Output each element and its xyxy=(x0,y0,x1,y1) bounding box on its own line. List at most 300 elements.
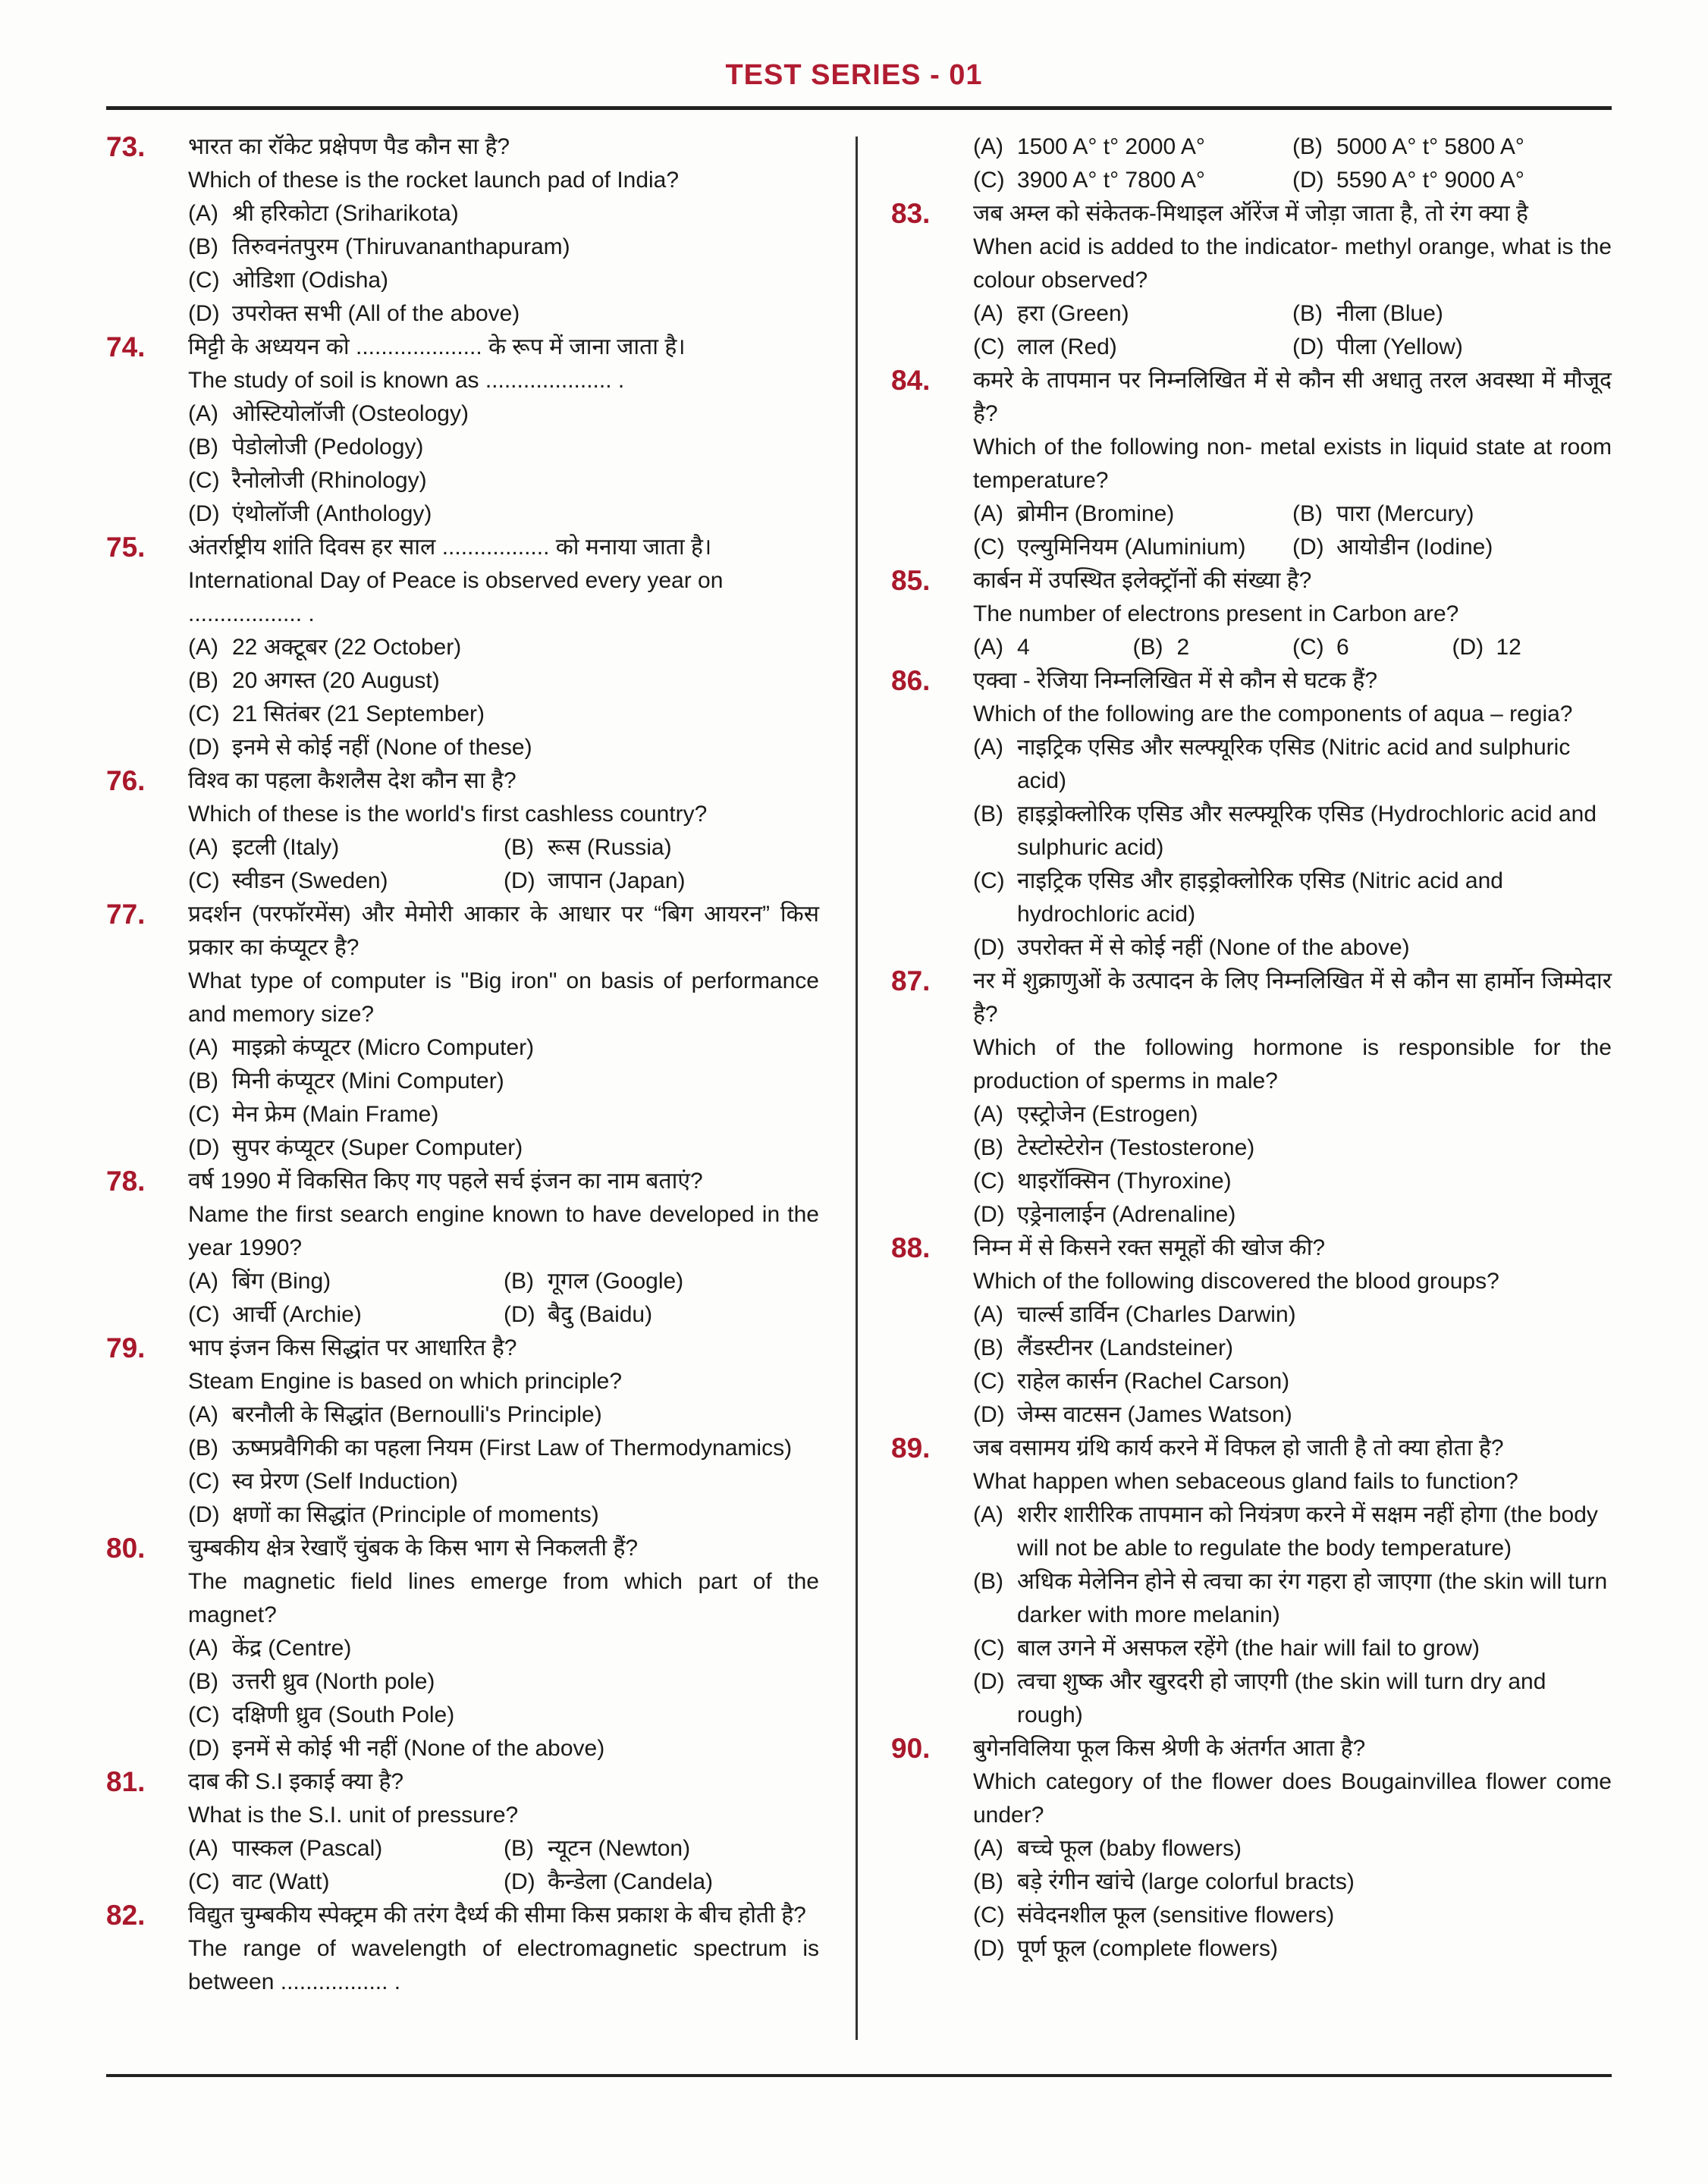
answer-option xyxy=(188,664,819,698)
options-list xyxy=(188,1031,819,1165)
option-text: मिनी कंप्यूटर (Mini Computer) xyxy=(232,1068,504,1094)
answer-option xyxy=(973,798,1612,864)
option-text: एल्युमिनियम (Aluminium) xyxy=(1017,535,1246,560)
option-label: (D) xyxy=(973,1402,1005,1427)
question-block xyxy=(891,1232,1612,1432)
question-text: एक्वा - रेजिया निम्नलिखित में से कौन से घटक हैं? xyxy=(973,668,1378,693)
question-text: Which of the following hormone is responsible for the production of sperms in male? xyxy=(973,1035,1612,1094)
top-rule xyxy=(106,106,1612,110)
question-number: 80. xyxy=(106,1533,146,1564)
option-label: (D) xyxy=(1292,168,1324,193)
option-label: (A) xyxy=(188,1035,218,1060)
option-text: 21 सितंबर (21 September) xyxy=(232,701,485,726)
answer-option xyxy=(973,1098,1612,1131)
option-text: उपरोक्त में से कोई नहीं (None of the above) xyxy=(1017,935,1410,960)
option-text: ब्रोमीन (Bromine) xyxy=(1017,501,1175,526)
answer-option xyxy=(973,1198,1612,1232)
option-label: (D) xyxy=(188,735,220,760)
answer-option xyxy=(188,831,504,864)
answer-option xyxy=(188,397,819,431)
option-label: (A) xyxy=(188,201,218,226)
option-label: (B) xyxy=(973,1135,1003,1160)
option-label: (D) xyxy=(188,301,220,326)
question-text: निम्न में से किसने रक्त समूहों की खोज की? xyxy=(973,1235,1326,1260)
option-label: (A) xyxy=(973,1302,1003,1327)
option-label: (C) xyxy=(973,334,1005,359)
answer-option xyxy=(188,1866,504,1899)
question-block xyxy=(106,898,819,1165)
answer-option xyxy=(973,531,1292,564)
option-text: नाइट्रिक एसिड और सल्फ्यूरिक एसिड (Nitric acid and sulphuric acid) xyxy=(1017,735,1571,793)
options-list xyxy=(188,631,819,764)
option-text: 22 अक्टूबर (22 October) xyxy=(232,635,462,660)
option-label: (A) xyxy=(973,1502,1003,1527)
question-text: Which of the following are the components of aqua – regia? xyxy=(973,701,1573,726)
option-label: (A) xyxy=(188,1836,218,1861)
question-block xyxy=(891,664,1612,965)
option-text: राहेल कार्सन (Rachel Carson) xyxy=(1017,1369,1290,1394)
option-label: (B) xyxy=(188,668,218,693)
option-text: नीला (Blue) xyxy=(1336,301,1443,326)
question-block xyxy=(106,1332,819,1532)
option-label: (B) xyxy=(188,1436,218,1461)
option-label: (D) xyxy=(504,868,535,893)
right-column xyxy=(891,130,1612,1966)
question-number: 82. xyxy=(106,1900,146,1931)
question-text: कमरे के तापमान पर निम्नलिखित में से कौन सी अधातु तरल अवस्था में मौजूद है? xyxy=(973,368,1612,426)
option-text: 1500 A° t° 2000 A° xyxy=(1017,134,1205,159)
option-text: पेडोलोजी (Pedology) xyxy=(232,435,424,460)
option-label: (D) xyxy=(973,1202,1005,1227)
option-label: (D) xyxy=(188,1502,220,1527)
option-label: (C) xyxy=(973,535,1005,560)
option-text: बैदु (Baidu) xyxy=(548,1302,653,1327)
option-text: एस्ट्रोजेन (Estrogen) xyxy=(1017,1102,1198,1127)
option-text: इनमे से कोई नहीं (None of these) xyxy=(232,735,532,760)
question-number: 74. xyxy=(106,331,146,362)
answer-option xyxy=(973,1365,1612,1398)
option-text: पीला (Yellow) xyxy=(1336,334,1463,359)
option-text: मेन फ्रेम (Main Frame) xyxy=(232,1102,439,1127)
option-text: संवेदनशील फूल (sensitive flowers) xyxy=(1017,1903,1335,1928)
options-list xyxy=(188,197,819,331)
option-label: (C) xyxy=(188,868,220,893)
option-text: हाइड्रोक्लोरिक एसिड और सल्फ्यूरिक एसिड (Hydrochloric acid and sulphuric acid) xyxy=(1017,802,1597,860)
question-number: 85. xyxy=(891,565,931,596)
option-label: (A) xyxy=(188,1402,218,1427)
option-label: (D) xyxy=(504,1302,535,1327)
option-label: (D) xyxy=(1292,334,1324,359)
option-text: स्व प्रेरण (Self Induction) xyxy=(232,1469,458,1494)
option-label: (B) xyxy=(973,802,1003,827)
answer-option xyxy=(188,731,819,764)
question-text: मिट्टी के अध्ययन को .................... के रूप में जाना जाता है। xyxy=(188,334,686,359)
option-label: (B) xyxy=(973,1569,1003,1594)
option-text: हरा (Green) xyxy=(1017,301,1129,326)
option-text: माइक्रो कंप्यूटर (Micro Computer) xyxy=(232,1035,535,1060)
question-number: 81. xyxy=(106,1766,146,1797)
answer-option xyxy=(973,164,1292,197)
question-text: कार्बन में उपस्थित इलेक्ट्रॉनों की संख्या है? xyxy=(973,568,1312,593)
options-list xyxy=(188,1832,819,1899)
answer-option xyxy=(188,698,819,731)
options-list xyxy=(973,1098,1612,1232)
option-label: (C) xyxy=(188,468,220,493)
answer-option xyxy=(188,497,819,531)
question-text: The number of electrons present in Carbon are? xyxy=(973,601,1459,626)
option-label: (D) xyxy=(1452,635,1484,660)
option-text: बिंग (Bing) xyxy=(232,1269,331,1294)
option-label: (D) xyxy=(188,1736,220,1761)
question-text: Name the first search engine known to have developed in the year 1990? xyxy=(188,1202,819,1260)
question-block xyxy=(891,364,1612,564)
option-text: पूर्ण फूल (complete flowers) xyxy=(1017,1936,1278,1961)
question-text: जब अम्ल को संकेतक-मिथाइल ऑरेंज में जोड़ा जाता है, तो रंग क्या है xyxy=(973,201,1528,226)
answer-option xyxy=(188,1498,819,1532)
answer-option xyxy=(188,1432,819,1465)
options-list xyxy=(973,1298,1612,1432)
option-text: गूगल (Google) xyxy=(548,1269,684,1294)
option-label: (B) xyxy=(188,1669,218,1694)
answer-option xyxy=(188,1699,819,1732)
answer-option xyxy=(973,1866,1612,1899)
question-block xyxy=(106,1532,819,1765)
option-label: (C) xyxy=(973,168,1005,193)
option-text: तिरुवनंतपुरम (Thiruvananthapuram) xyxy=(232,234,570,259)
option-text: शरीर शारीरिक तापमान को नियंत्रण करने में सक्षम नहीं होगा (the body will not be able to regulate the body temperature) xyxy=(1017,1502,1598,1561)
answer-option xyxy=(1452,631,1612,664)
option-label: (A) xyxy=(973,134,1003,159)
answer-option xyxy=(973,1398,1612,1432)
option-text: रूस (Russia) xyxy=(548,835,672,860)
option-text: बड़े रंगीन खांचे (large colorful bracts) xyxy=(1017,1869,1355,1894)
question-text: अंतर्राष्ट्रीय शांति दिवस हर साल ................. को मनाया जाता है। xyxy=(188,535,712,560)
question-number: 87. xyxy=(891,965,931,996)
question-number: 83. xyxy=(891,198,931,229)
answer-option xyxy=(973,497,1292,531)
option-label: (A) xyxy=(188,401,218,426)
option-label: (A) xyxy=(973,501,1003,526)
options-list xyxy=(973,631,1612,664)
answer-option xyxy=(973,1131,1612,1165)
question-number: 84. xyxy=(891,365,931,396)
answer-option xyxy=(188,1465,819,1498)
question-number: 73. xyxy=(106,131,146,162)
options-list xyxy=(973,130,1612,197)
question-number: 90. xyxy=(891,1733,931,1764)
option-label: (B) xyxy=(973,1869,1003,1894)
question-number: 79. xyxy=(106,1332,146,1363)
question-block xyxy=(106,1765,819,1899)
question-block xyxy=(891,564,1612,664)
answer-option xyxy=(504,831,819,864)
answer-option xyxy=(188,264,819,297)
option-label: (B) xyxy=(188,435,218,460)
option-text: आर्ची (Archie) xyxy=(232,1302,362,1327)
bottom-rule xyxy=(106,2074,1612,2077)
answer-option xyxy=(973,1565,1612,1632)
question-text: Which of the following discovered the blood groups? xyxy=(973,1269,1499,1294)
option-text: उपरोक्त सभी (All of the above) xyxy=(232,301,520,326)
option-label: (B) xyxy=(504,1836,534,1861)
option-text: वाट (Watt) xyxy=(232,1869,330,1894)
option-text: बच्चे फूल (baby flowers) xyxy=(1017,1836,1242,1861)
answer-option xyxy=(188,1632,819,1665)
question-text: What type of computer is "Big iron" on basis of performance and memory size? xyxy=(188,968,819,1027)
answer-option xyxy=(188,231,819,264)
answer-option xyxy=(188,1265,504,1298)
answer-option xyxy=(1292,531,1612,564)
answer-option xyxy=(973,297,1292,331)
answer-option xyxy=(188,1398,819,1432)
option-text: त्वचा शुष्क और खुरदरी हो जाएगी (the skin will turn dry and rough) xyxy=(1017,1669,1546,1727)
option-text: 5000 A° t° 5800 A° xyxy=(1336,134,1524,159)
option-label: (C) xyxy=(973,868,1005,893)
option-text: चार्ल्स डार्विन (Charles Darwin) xyxy=(1017,1302,1296,1327)
option-text: सुपर कंप्यूटर (Super Computer) xyxy=(232,1135,523,1160)
option-text: दक्षिणी ध्रुव (South Pole) xyxy=(232,1702,455,1727)
option-label: (D) xyxy=(504,1869,535,1894)
answer-option xyxy=(188,1732,819,1765)
question-text: विश्व का पहला कैशलैस देश कौन सा है? xyxy=(188,768,516,793)
question-text: What is the S.I. unit of pressure? xyxy=(188,1803,519,1828)
option-text: श्री हरिकोटा (Sriharikota) xyxy=(232,201,459,226)
question-text: Which category of the flower does Bougainvillea flower come under? xyxy=(973,1769,1612,1828)
question-text: प्रदर्शन (परफॉरमेंस) और मेमोरी आकार के आधार पर “बिग आयरन” किस प्रकार का कंप्यूटर है? xyxy=(188,902,819,960)
answer-option xyxy=(188,1098,819,1131)
option-label: (B) xyxy=(1132,635,1163,660)
option-text: रैनोलोजी (Rhinology) xyxy=(232,468,427,493)
question-block xyxy=(106,1899,819,1999)
options-list xyxy=(973,1832,1612,1966)
answer-option xyxy=(188,864,504,898)
answer-option xyxy=(973,1832,1612,1866)
question-text: Steam Engine is based on which principle? xyxy=(188,1369,623,1394)
option-text: नाइट्रिक एसिड और हाइड्रोक्लोरिक एसिड (Nitric acid and hydrochloric acid) xyxy=(1017,868,1503,927)
answer-option xyxy=(973,864,1612,931)
answer-option xyxy=(504,1298,819,1332)
question-block xyxy=(891,197,1612,364)
question-block xyxy=(106,764,819,898)
option-text: जेम्स वाटसन (James Watson) xyxy=(1017,1402,1292,1427)
question-text: जब वसामय ग्रंथि कार्य करने में विफल हो जाती है तो क्या होता है? xyxy=(973,1436,1504,1461)
question-text: What happen when sebaceous gland fails to function? xyxy=(973,1469,1518,1494)
answer-option xyxy=(973,130,1292,164)
option-text: न्यूटन (Newton) xyxy=(548,1836,691,1861)
answer-option xyxy=(973,1665,1612,1732)
option-text: पास्कल (Pascal) xyxy=(232,1836,383,1861)
answer-option xyxy=(973,1165,1612,1198)
option-text: जापान (Japan) xyxy=(548,868,686,893)
question-text: दाब की S.I इकाई क्या है? xyxy=(188,1769,404,1794)
option-label: (A) xyxy=(188,1269,218,1294)
option-text: एंथोलॉजी (Anthology) xyxy=(232,501,432,526)
option-text: आयोडीन (Iodine) xyxy=(1336,535,1493,560)
answer-option xyxy=(973,1632,1612,1665)
answer-option xyxy=(188,631,819,664)
option-label: (A) xyxy=(973,735,1003,760)
option-label: (C) xyxy=(188,1869,220,1894)
question-number: 89. xyxy=(891,1432,931,1464)
answer-option xyxy=(188,197,819,231)
answer-option xyxy=(973,931,1612,965)
options-list xyxy=(973,497,1612,564)
question-block xyxy=(106,130,819,331)
option-text: अधिक मेलेनिन होने से त्वचा का रंग गहरा हो जाएगा (the skin will turn darker with more melanin) xyxy=(1017,1569,1608,1627)
answer-option xyxy=(188,1298,504,1332)
options-list xyxy=(188,1265,819,1332)
column-divider xyxy=(856,136,858,2040)
option-label: (D) xyxy=(188,501,220,526)
option-label: (D) xyxy=(1292,535,1324,560)
answer-option xyxy=(973,1932,1612,1966)
option-text: एड्रेनालाईन (Adrenaline) xyxy=(1017,1202,1236,1227)
option-label: (B) xyxy=(188,234,218,259)
question-number: 86. xyxy=(891,665,931,696)
option-text: पारा (Mercury) xyxy=(1336,501,1474,526)
option-label: (C) xyxy=(188,1702,220,1727)
option-label: (B) xyxy=(1292,134,1323,159)
option-text: थाइरॉक्सिन (Thyroxine) xyxy=(1017,1169,1232,1194)
question-text: वर्ष 1990 में विकसित किए गए पहले सर्च इंजन का नाम बताएं? xyxy=(188,1169,703,1194)
option-text: उत्तरी ध्रुव (North pole) xyxy=(232,1669,435,1694)
option-text: 5590 A° t° 9000 A° xyxy=(1336,168,1524,193)
option-text: 4 xyxy=(1017,635,1030,660)
page-header: TEST SERIES - 01 xyxy=(725,59,983,91)
answer-option xyxy=(973,1498,1612,1565)
question-text: नर में शुक्राणुओं के उत्पादन के लिए निम्नलिखित में से कौन सा हार्मोन जिम्मेदार है? xyxy=(973,968,1612,1027)
question-number: 78. xyxy=(106,1166,146,1197)
answer-option xyxy=(188,1065,819,1098)
question-number: 88. xyxy=(891,1232,931,1263)
answer-option xyxy=(973,1332,1612,1365)
option-text: बरनौली के सिद्धांत (Bernoulli's Principle) xyxy=(232,1402,602,1427)
answer-option xyxy=(188,1031,819,1065)
option-text: 6 xyxy=(1336,635,1349,660)
question-block xyxy=(891,130,1612,197)
option-text: इनमें से कोई भी नहीं (None of the above) xyxy=(232,1736,605,1761)
question-text: चुम्बकीय क्षेत्र रेखाएँ चुंबक के किस भाग से निकलती हैं? xyxy=(188,1536,639,1561)
answer-option xyxy=(973,731,1612,798)
answer-option xyxy=(188,1665,819,1699)
answer-option xyxy=(973,631,1133,664)
question-block xyxy=(891,1432,1612,1732)
option-label: (C) xyxy=(1292,635,1324,660)
option-label: (C) xyxy=(188,1302,220,1327)
question-block xyxy=(106,331,819,531)
question-text: .................. . xyxy=(188,601,315,626)
question-text: Which of these is the rocket launch pad of India? xyxy=(188,168,680,193)
question-block xyxy=(106,531,819,764)
option-label: (A) xyxy=(188,1636,218,1661)
answer-option xyxy=(973,1298,1612,1332)
question-text: International Day of Peace is observed every year on xyxy=(188,568,724,593)
answer-option xyxy=(1292,631,1452,664)
option-label: (A) xyxy=(973,301,1003,326)
answer-option xyxy=(188,464,819,497)
option-label: (C) xyxy=(188,1469,220,1494)
options-list xyxy=(973,731,1612,965)
option-text: कैन्डेला (Candela) xyxy=(548,1869,714,1894)
options-list xyxy=(188,1398,819,1532)
option-label: (D) xyxy=(188,1135,220,1160)
options-list xyxy=(188,1632,819,1765)
option-label: (C) xyxy=(973,1636,1005,1661)
answer-option xyxy=(188,297,819,331)
options-list xyxy=(188,397,819,531)
question-text: Which of the following non- metal exists in liquid state at room temperature? xyxy=(973,435,1612,493)
question-text: The magnetic field lines emerge from which part of the magnet? xyxy=(188,1569,819,1627)
question-text: भारत का रॉकेट प्रक्षेपण पैड कौन सा है? xyxy=(188,134,510,159)
answer-option xyxy=(1292,297,1612,331)
answer-option xyxy=(1292,164,1612,197)
option-label: (A) xyxy=(973,1836,1003,1861)
question-text: Which of these is the world's first cashless country? xyxy=(188,802,708,827)
option-label: (C) xyxy=(188,701,220,726)
option-text: बाल उगने में असफल रहेंगे (the hair will fail to grow) xyxy=(1017,1636,1480,1661)
option-label: (D) xyxy=(973,1669,1005,1694)
option-text: लैंडस्टीनर (Landsteiner) xyxy=(1017,1335,1233,1360)
question-text: बुगेनविलिया फूल किस श्रेणी के अंतर्गत आता है? xyxy=(973,1736,1366,1761)
option-text: इटली (Italy) xyxy=(232,835,340,860)
option-text: 20 अगस्त (20 August) xyxy=(232,668,440,693)
option-label: (B) xyxy=(188,1068,218,1094)
question-block xyxy=(106,1165,819,1332)
answer-option xyxy=(973,331,1292,364)
option-label: (C) xyxy=(973,1169,1005,1194)
option-label: (B) xyxy=(1292,301,1323,326)
options-list xyxy=(973,297,1612,364)
option-text: स्वीडन (Sweden) xyxy=(232,868,388,893)
option-label: (C) xyxy=(188,268,220,293)
question-text: विद्युत चुम्बकीय स्पेक्ट्रम की तरंग दैर्ध्य की सीमा किस प्रकाश के बीच होती है? xyxy=(188,1903,806,1928)
option-label: (A) xyxy=(188,635,218,660)
option-text: लाल (Red) xyxy=(1017,334,1117,359)
answer-option xyxy=(973,1899,1612,1932)
option-text: केंद्र (Centre) xyxy=(232,1636,352,1661)
option-label: (B) xyxy=(973,1335,1003,1360)
option-label: (B) xyxy=(504,1269,534,1294)
answer-option xyxy=(1292,331,1612,364)
option-label: (A) xyxy=(973,1102,1003,1127)
left-column xyxy=(106,130,819,1999)
answer-option xyxy=(504,1866,819,1899)
answer-option xyxy=(188,1131,819,1165)
option-label: (A) xyxy=(973,635,1003,660)
option-text: ओडिशा (Odisha) xyxy=(232,268,389,293)
option-text: ऊष्मप्रवैगिकी का पहला नियम (First Law of Thermodynamics) xyxy=(232,1436,793,1461)
option-text: 3900 A° t° 7800 A° xyxy=(1017,168,1205,193)
option-text: टेस्टोस्टेरोन (Testosterone) xyxy=(1017,1135,1255,1160)
option-text: क्षणों का सिद्धांत (Principle of moments) xyxy=(232,1502,599,1527)
answer-option xyxy=(504,864,819,898)
options-list xyxy=(973,1498,1612,1732)
question-text: The range of wavelength of electromagnetic spectrum is between ................. . xyxy=(188,1936,819,1994)
question-block xyxy=(891,1732,1612,1966)
answer-option xyxy=(504,1265,819,1298)
option-text: 2 xyxy=(1176,635,1190,660)
question-number: 75. xyxy=(106,532,146,563)
answer-option xyxy=(1292,130,1612,164)
question-number: 76. xyxy=(106,765,146,796)
option-label: (B) xyxy=(504,835,534,860)
option-label: (D) xyxy=(973,1936,1005,1961)
option-text: ओस्टियोलॉजी (Osteology) xyxy=(232,401,469,426)
option-label: (D) xyxy=(973,935,1005,960)
question-text: When acid is added to the indicator- methyl orange, what is the colour observed? xyxy=(973,234,1612,293)
option-label: (C) xyxy=(973,1903,1005,1928)
question-text: The study of soil is known as .................... . xyxy=(188,368,625,393)
